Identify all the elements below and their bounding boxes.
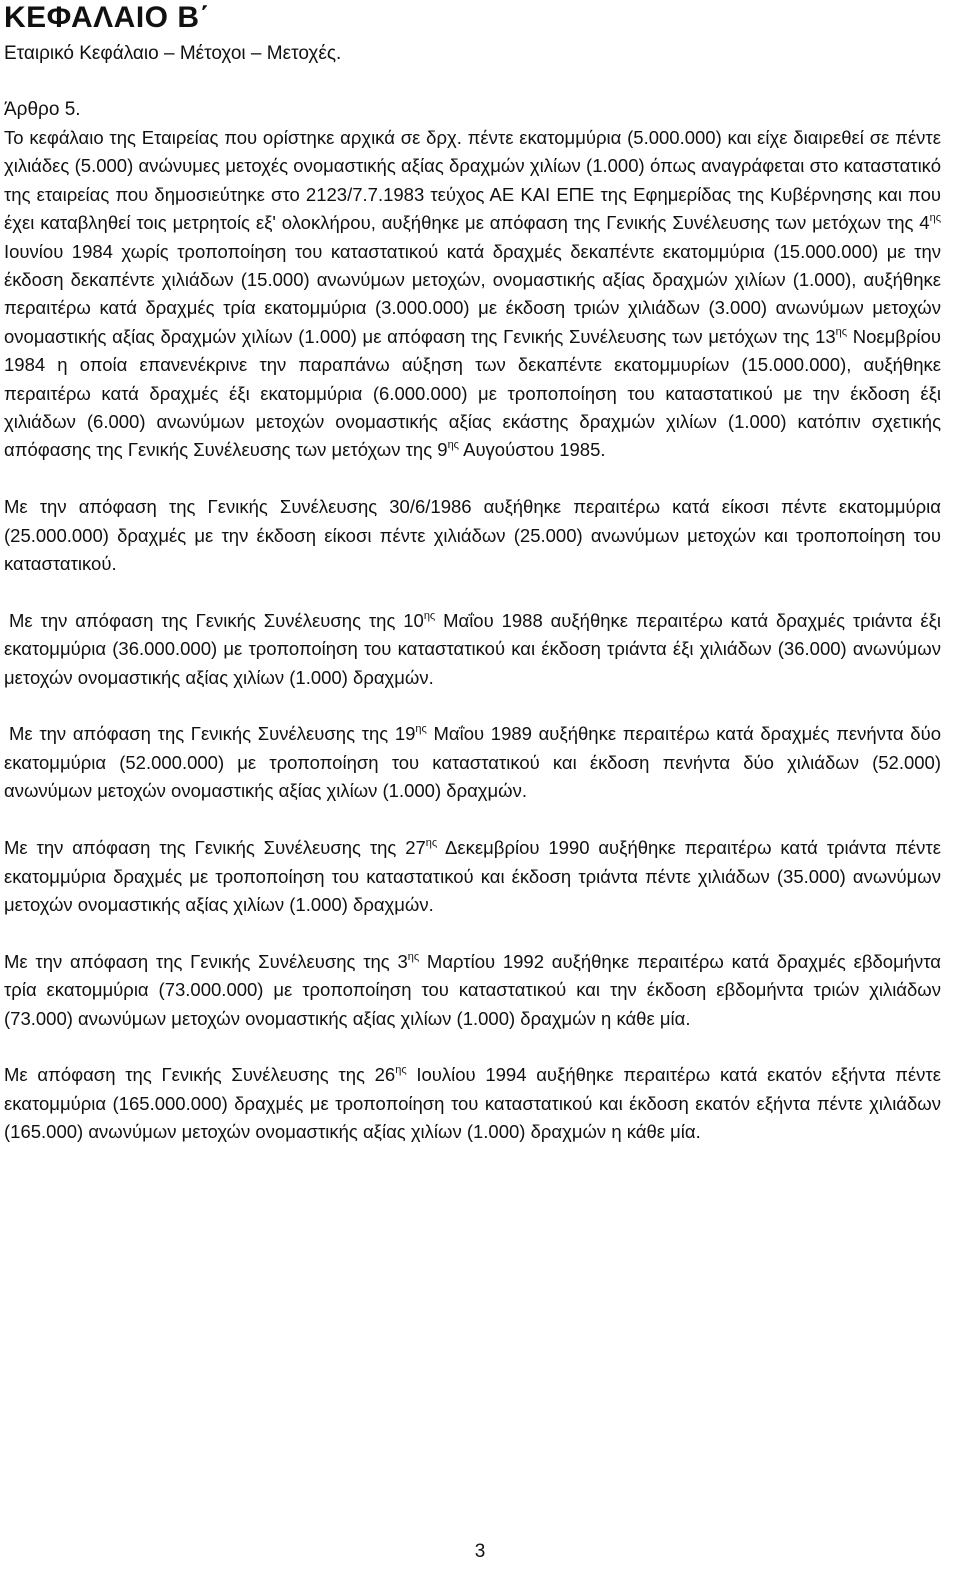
text-run: Δεκεμβρίου 1990 αυξήθηκε περαιτέρω κατά τριάντα πέντε εκατομμύρια δραχμές με τροποποίηση του καταστατικού και έκδοση τριάντα πέντε χιλιάδων (35.000) ανωνύμων μετοχών ονομαστικής αξίας χιλίων (1.000) δραχμών. (4, 837, 941, 915)
text-run: Νοεμβρίου 1984 η οποία επανενέκρινε την παραπάνω αύξηση των δεκαπέντε εκατομμυρίων (15.000.000), αυξήθηκε περαιτέρω κατά δραχμές έξι εκατομμύρια (6.000.000) με τροποποίηση του καταστατικού με την έκδοση έξι χιλιάδων (6.000) ανωνύμων μετοχών ονομαστικής αξίας εκάστης δραχμών χιλίων (1.000) κατόπιν σχετικής απόφασης της Γενικής Συνέλευσης των μετόχων της 9 (4, 325, 941, 461)
chapter-subtitle: Εταιρικό Κεφάλαιο – Μέτοχοι – Μετοχές. (4, 43, 342, 64)
page-number: 3 (474, 1541, 486, 1562)
article-title: Άρθρο 5. (4, 99, 81, 120)
text-run: Αυγούστου 1985. (458, 439, 606, 461)
article-body (4, 124, 941, 1175)
text-run: Με την απόφαση της Γενικής Συνέλευσης 30/6/1986 αυξήθηκε περαιτέρω κατά είκοσι πέντε εκατομμύρια (25.000.000) δραχμές με την έκδοση είκοσι πέντε χιλιάδων (25.000) ανωνύμων μετοχών και τροποποίηση του καταστατικού. (4, 496, 941, 575)
paragraph-1990-increase (4, 834, 941, 919)
text-run: Ιουλίου 1994 αυξήθηκε περαιτέρω κατά εκατόν εξήντα πέντε εκατομμύρια (165.000.000) δραχμές με τροποποίηση του καταστατικού και έκδοση εκατόν εξήντα πέντε χιλιάδων (165.000) ανωνύμων μετοχών ονομαστικής αξίας χιλίων (1.000) δραχμών η κάθε μία. (4, 1064, 941, 1143)
text-run: Μαΐου 1989 αυξήθηκε περαιτέρω κατά δραχμές πενήντα δύο εκατομμύρια (52.000.000) με τροποποίηση του καταστατικού και έκδοση πενήντα δύο χιλιάδων (52.000) ανωνύμων μετοχών ονομαστικής αξίας χιλίων (1.000) δραχμών. (4, 723, 941, 802)
ordinal-suffix: ης (407, 950, 420, 963)
text-run: Μαΐου 1988 αυξήθηκε περαιτέρω κατά δραχμές τριάντα έξι εκατομμύρια (36.000.000) με τροποποίηση του καταστατικού και έκδοση τριάντα έξι χιλιάδων (36.000) ανωνύμων μετοχών ονομαστικής αξίας χιλίων (1.000) δραχμών. (4, 609, 941, 688)
text-run: Με την απόφαση της Γενικής Συνέλευσης της 27 (4, 837, 426, 859)
paragraph-1988-increase (4, 607, 941, 692)
ordinal-suffix: ης (835, 325, 848, 338)
paragraph-1986-increase (4, 493, 941, 578)
chapter-title: ΚΕΦΑΛΑΙΟ Β΄ (4, 1, 210, 34)
ordinal-suffix: ης (423, 609, 436, 622)
ordinal-suffix: ης (447, 439, 459, 452)
text-run: Με την απόφαση της Γενικής Συνέλευσης της 3 (4, 950, 408, 972)
text-run: Μαρτίου 1992 αυξήθηκε περαιτέρω κατά δραχμές εβδομήντα τρία εκατομμύρια (73.000.000) με τροποποίηση του καταστατικού και την έκδοση εβδομήντα τριών χιλιάδων (73.000) ανωνύμων μετοχών ονομαστικής αξίας χιλίων (1.000) δραχμών η κάθε μία. (4, 950, 942, 1029)
paragraph-1989-increase (4, 720, 941, 805)
ordinal-suffix: ης (415, 723, 427, 736)
text-run: Με την απόφαση της Γενικής Συνέλευσης της 10 (9, 609, 424, 631)
ordinal-suffix: ης (929, 212, 941, 225)
text-run: Ιουνίου 1984 χωρίς τροποποίηση του καταστατικού κατά δραχμές δεκαπέντε εκατομμύρια (15.000.000) με την έκδοση δεκαπέντε χιλιάδων (15.000) ανωνύμων μετοχών, ονομαστικής αξίας δραχμών χιλίων (1.000), αυξήθηκε περαιτέρω κατά δραχμές τρία εκατομμύρια (3.000.000) με έκδοση τριών χιλιάδων (3.000) ανωνύμων μετοχών ονομαστικής αξίας δραχμών χιλίων (1.000) με απόφαση της Γενικής Συνέλευσης των μετόχων της 13 (4, 240, 941, 347)
paragraph-1992-increase (4, 948, 941, 1033)
ordinal-suffix: ης (425, 837, 438, 850)
text-run: Το κεφάλαιο της Εταιρείας που ορίστηκε αρχικά σε δρχ. πέντε εκατομμύρια (5.000.000) και είχε διαιρεθεί σε πέντε χιλιάδες (5.000) ανώνυμες μετοχές ονομαστικής αξίας δραχμών χιλίων (1.000) όπως αναγράφεται στο καταστατικό της εταιρείας που δημοσιεύτηκε στο 2123/7.7.1983 τεύχος ΑΕ ΚΑΙ ΕΠΕ της Εφημερίδας της Κυβέρνησης και που έχει καταβληθεί τοις μετρητοίς εξ' ολοκλήρου, αυξήθηκε με απόφαση της Γενικής Συνέλευσης των μετόχων της 4 (4, 127, 941, 234)
text-run: Με απόφαση της Γενικής Συνέλευσης της 26 (4, 1064, 396, 1086)
paragraph-1994-increase (4, 1061, 941, 1146)
paragraph-capital-history (4, 124, 941, 465)
ordinal-suffix: ης (395, 1064, 407, 1077)
text-run: Με την απόφαση της Γενικής Συνέλευσης της 19 (9, 723, 416, 745)
